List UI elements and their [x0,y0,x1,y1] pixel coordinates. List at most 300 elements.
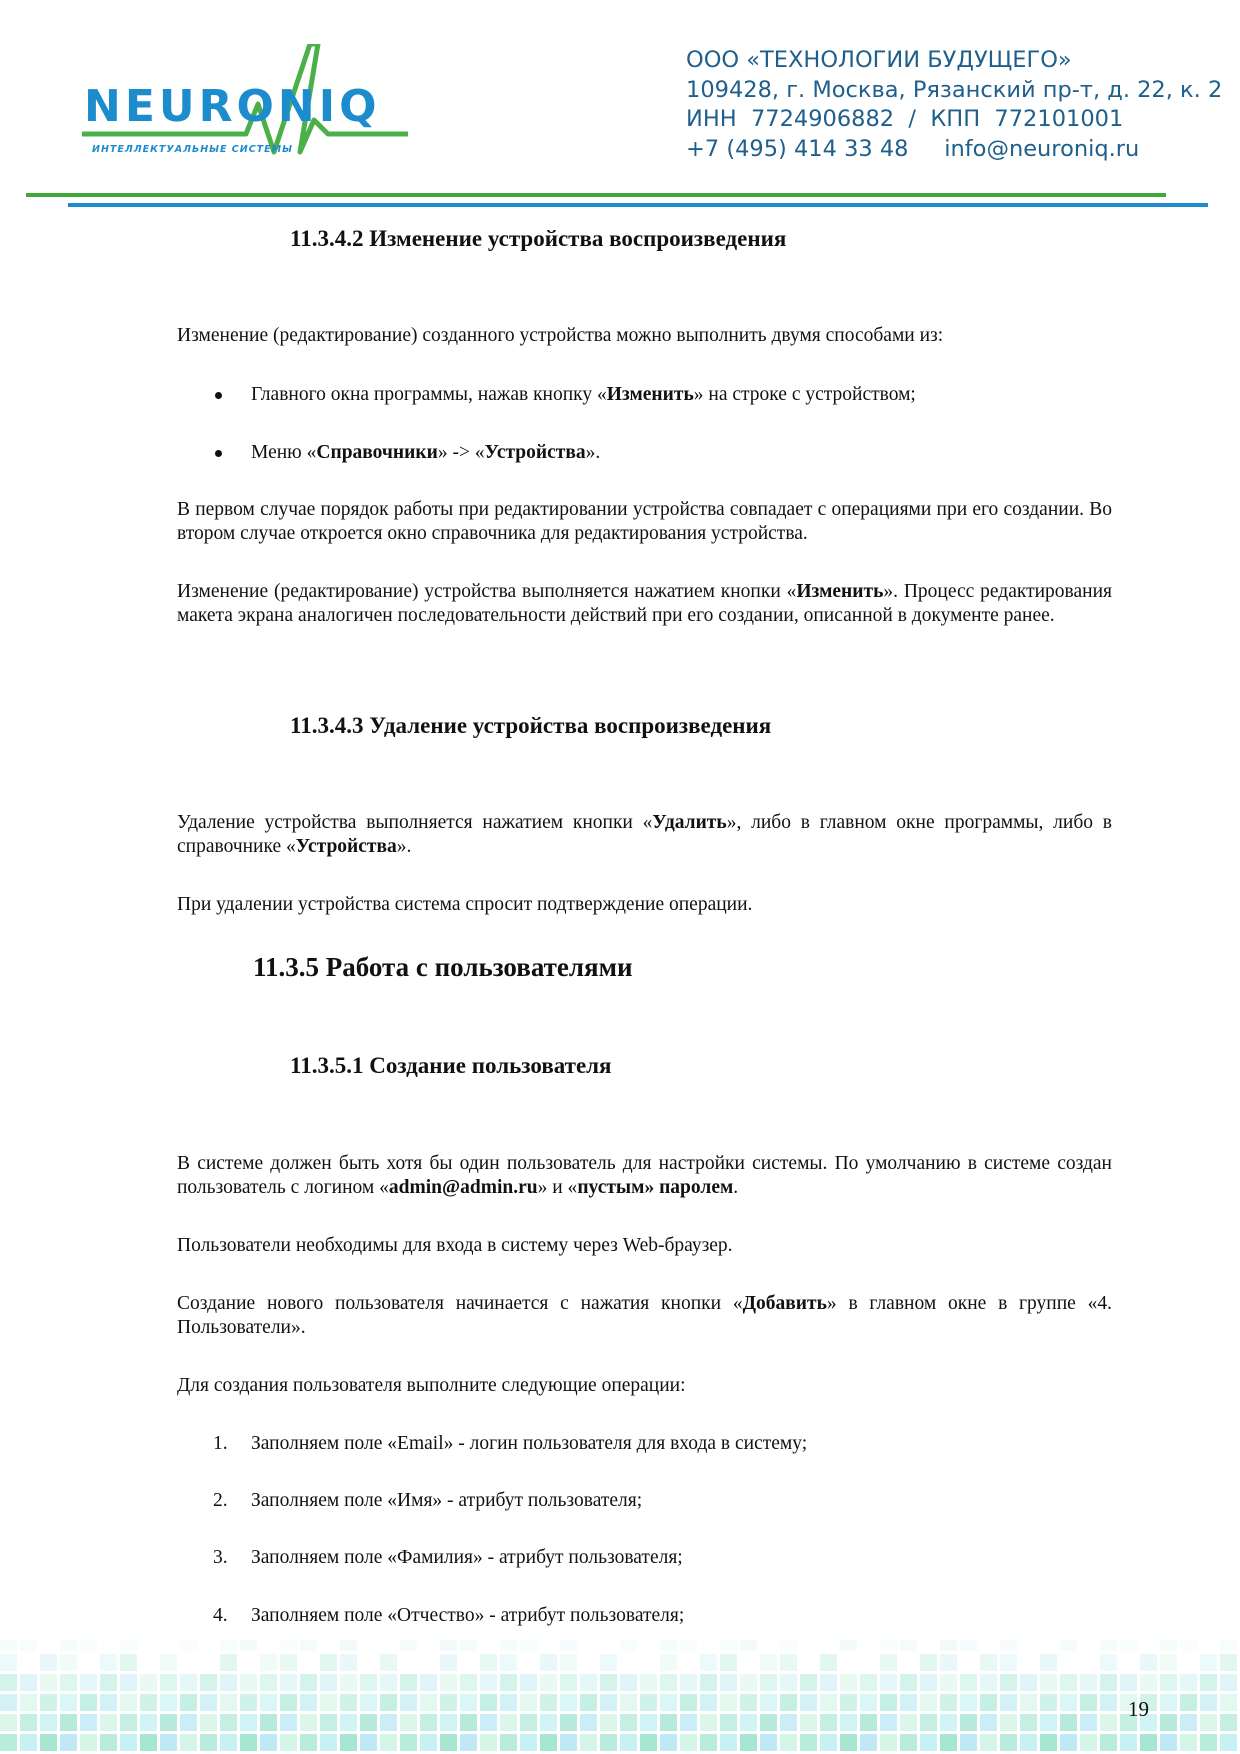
footer-pattern-tile [240,1640,257,1651]
heading-11-3-5: 11.3.5 Работа с пользователями [253,952,633,982]
company-logo [78,44,418,162]
footer-pattern-tile [1040,1734,1057,1751]
footer-pattern-tile [820,1734,837,1751]
footer-pattern-tile [1200,1734,1217,1751]
footer-pattern-tile [300,1714,317,1731]
footer-pattern-tile [1160,1714,1177,1731]
footer-pattern-tile [180,1694,197,1711]
footer-pattern-tile [900,1734,917,1751]
footer-pattern-tile [840,1694,857,1711]
footer-pattern-tile [940,1640,957,1651]
footer-pattern-tile [80,1734,97,1751]
footer-pattern-tile [780,1674,797,1691]
footer-pattern-tile [40,1734,57,1751]
footer-pattern-tile [200,1734,217,1751]
footer-pattern-tile [580,1694,597,1711]
footer-pattern-tile [960,1694,977,1711]
footer-pattern-tile [1040,1714,1057,1731]
footer-pattern-tile [260,1674,277,1691]
footer-pattern-tile [860,1734,877,1751]
footer-pattern-tile [660,1734,677,1751]
footer-pattern-tile [280,1734,297,1751]
footer-pattern-tile [100,1734,117,1751]
footer-pattern-tile [580,1674,597,1691]
footer-pattern-tile [400,1640,417,1651]
footer-pattern-tile [740,1674,757,1691]
footer-pattern-tile [1200,1674,1217,1691]
footer-pattern-tile [880,1640,897,1651]
footer-pattern-tile [880,1674,897,1691]
footer-pattern-tile [1180,1714,1197,1731]
footer-pattern-tile [800,1694,817,1711]
footer-pattern-tile [420,1694,437,1711]
footer-pattern-tile [440,1640,457,1651]
footer-pattern-tile [920,1734,937,1751]
footer-pattern-tile [680,1734,697,1751]
footer-pattern-tile [920,1694,937,1711]
footer-pattern-tile [460,1674,477,1691]
footer-pattern-tile [760,1674,777,1691]
footer-pattern-tile [640,1694,657,1711]
footer-pattern-tile [540,1714,557,1731]
footer-pattern-tile [900,1694,917,1711]
footer-pattern-tile [160,1654,177,1671]
footer-pattern-tile [820,1674,837,1691]
step-text: Заполняем поле «Фамилия» - атрибут пользователя; [251,1547,683,1568]
footer-pattern-tile [260,1654,277,1671]
footer-pattern-tile [400,1714,417,1731]
paragraph-create-user: Создание нового пользователя начинается с нажатия кнопки «Добавить» в главном окне в группе «4. Пользователи». [177,1293,1112,1338]
footer-pattern-tile [600,1654,617,1671]
footer-pattern-tile [940,1694,957,1711]
footer-pattern-tile [380,1654,397,1671]
footer-pattern-tile [780,1654,797,1671]
footer-pattern-tile [480,1654,497,1671]
footer-pattern-tile [220,1734,237,1751]
footer-pattern-tile [380,1674,397,1691]
footer-pattern-tile [1180,1694,1197,1711]
footer-pattern-tile [80,1714,97,1731]
footer-pattern-tile [460,1734,477,1751]
footer-pattern-tile [500,1714,517,1731]
footer-pattern-tile [980,1734,997,1751]
footer-pattern-tile [660,1674,677,1691]
paragraph-users-purpose: Пользователи необходимы для входа в систему через Web-браузер. [177,1235,733,1256]
footer-pattern-tile [40,1714,57,1731]
paragraph-steps-intro: Для создания пользователя выполните следующие операции: [177,1375,686,1396]
footer-pattern-tile [1000,1734,1017,1751]
footer-pattern-tile [1100,1694,1117,1711]
footer-pattern-tile [280,1654,297,1671]
footer-pattern-tile [500,1674,517,1691]
footer-pattern-tile [440,1674,457,1691]
logo-wordmark: NEURONIQ [84,81,381,132]
footer-pattern-tile [1120,1640,1137,1651]
footer-pattern-tile [180,1714,197,1731]
footer-pattern-tile [840,1714,857,1731]
footer-pattern-tile [340,1714,357,1731]
footer-pattern-tile [720,1654,737,1671]
footer-pattern-tile [60,1654,77,1671]
footer-pattern-tile [180,1640,197,1651]
footer-pattern-tile [420,1714,437,1731]
footer-pattern-tile [820,1694,837,1711]
footer-pattern-tile [140,1674,157,1691]
footer-pattern-tile [860,1694,877,1711]
footer-pattern-tile [720,1694,737,1711]
footer-pattern-tile [480,1694,497,1711]
footer-pattern-tile [980,1674,997,1691]
footer-pattern-tile [0,1714,17,1731]
heading-11-3-4-2: 11.3.4.2 Изменение устройства воспроизведения [290,226,787,251]
footer-pattern-tile [80,1674,97,1691]
footer-pattern-tile [660,1640,677,1651]
footer-pattern-tile [40,1694,57,1711]
footer-pattern-tile [340,1640,357,1651]
step-number: 3. [213,1547,228,1568]
footer-pattern-tile [840,1734,857,1751]
footer-pattern-tile [220,1694,237,1711]
footer-pattern-tile [680,1674,697,1691]
step-number: 2. [213,1490,228,1511]
footer-pattern-tile [960,1714,977,1731]
footer-pattern-tile [1140,1674,1157,1691]
footer-pattern-tile [1220,1654,1237,1671]
footer-pattern-tile [1080,1694,1097,1711]
footer-pattern-tile [980,1714,997,1731]
footer-pattern-tile [1140,1734,1157,1751]
footer-pattern-tile [1200,1654,1217,1671]
footer-pattern-tile [520,1640,537,1651]
step-number: 4. [213,1605,228,1626]
footer-pattern-tile [0,1694,17,1711]
footer-pattern-tile [1040,1654,1057,1671]
footer-pattern-tile [560,1734,577,1751]
footer-pattern-tile [1200,1714,1217,1731]
footer-pattern-tile [520,1694,537,1711]
page-number: 19 [1128,1697,1149,1721]
footer-pattern-tile [1020,1714,1037,1731]
footer-pattern-tile [320,1714,337,1731]
footer-pattern-tile [280,1640,297,1651]
footer-pattern-tile [760,1714,777,1731]
footer-pattern-tile [340,1734,357,1751]
footer-pattern-tile [280,1674,297,1691]
footer-pattern-tile [900,1640,917,1651]
footer-pattern-tile [400,1734,417,1751]
footer-pattern-tile [380,1694,397,1711]
footer-pattern-tile [300,1734,317,1751]
step-number: 1. [213,1433,228,1454]
paragraph-default-user: В системе должен быть хотя бы один пользователь для настройки системы. По умолчанию в системе создан пользователь с логином «admin@admin.ru» и «пустым» паролем. [177,1153,1112,1198]
footer-pattern-tile [200,1714,217,1731]
footer-pattern-tile [340,1654,357,1671]
footer-pattern-tile [540,1734,557,1751]
footer-pattern-tile [920,1714,937,1731]
footer-pattern-tile [460,1640,477,1651]
footer-pattern-tile [620,1674,637,1691]
footer-pattern-tile [60,1640,77,1651]
footer-pattern-tile [1060,1694,1077,1711]
footer-pattern-tile [160,1714,177,1731]
paragraph-edit-intro: Изменение (редактирование) созданного устройства можно выполнить двумя способами из: [177,325,944,346]
footer-pattern-tile [360,1694,377,1711]
footer-pattern-tile [900,1674,917,1691]
footer-pattern-tile [420,1734,437,1751]
footer-pattern-tile [240,1674,257,1691]
footer-pattern-tile [400,1694,417,1711]
footer-pattern-tile [1060,1674,1077,1691]
header-divider-blue [68,203,1208,207]
footer-pattern-tile [80,1640,97,1651]
footer-pattern-tile [1040,1674,1057,1691]
footer-pattern-tile [460,1694,477,1711]
footer-pattern-tile [740,1640,757,1651]
footer-pattern-tile [1100,1734,1117,1751]
heading-11-3-5-1: 11.3.5.1 Создание пользователя [290,1053,612,1078]
footer-pattern-tile [660,1654,677,1671]
footer-pattern-tile [680,1640,697,1651]
footer-pattern-tile [60,1674,77,1691]
footer-pattern-tile [500,1640,517,1651]
paragraph-delete-confirm: При удалении устройства система спросит подтверждение операции. [177,894,753,915]
footer-pattern-tile [120,1734,137,1751]
footer-pattern-tile [140,1734,157,1751]
bullet-icon [215,450,222,457]
footer-pattern-tile [1220,1714,1237,1731]
footer-pattern-tile [120,1674,137,1691]
paragraph-delete-action: Удаление устройства выполняется нажатием кнопки «Удалить», либо в главном окне программы, либо в справочнике «Устройства». [177,812,1113,857]
footer-pattern [0,1640,1240,1754]
footer-pattern-tile [1180,1640,1197,1651]
footer-pattern-tile [580,1734,597,1751]
footer-pattern-tile [300,1674,317,1691]
footer-pattern-tile [660,1694,677,1711]
footer-pattern-tile [820,1654,837,1671]
footer-pattern-tile [560,1674,577,1691]
footer-pattern-tile [20,1674,37,1691]
footer-pattern-tile [540,1674,557,1691]
footer-pattern-tile [1160,1694,1177,1711]
footer-pattern-tile [1200,1694,1217,1711]
footer-pattern-tile [1140,1654,1157,1671]
footer-pattern-tile [1100,1640,1117,1651]
footer-pattern-tile [1120,1734,1137,1751]
footer-pattern-tile [260,1694,277,1711]
footer-pattern-tile [160,1694,177,1711]
footer-pattern-tile [160,1674,177,1691]
footer-pattern-tile [740,1734,757,1751]
footer-pattern-tile [1160,1654,1177,1671]
footer-pattern-tile [560,1654,577,1671]
footer-pattern-tile [1160,1674,1177,1691]
footer-pattern-tile [1000,1694,1017,1711]
footer-pattern-tile [900,1714,917,1731]
footer-pattern-tile [400,1674,417,1691]
footer-pattern-tile [380,1734,397,1751]
footer-pattern-tile [100,1694,117,1711]
heading-11-3-4-3: 11.3.4.3 Удаление устройства воспроизведения [290,713,772,738]
footer-pattern-tile [460,1714,477,1731]
footer-pattern-tile [1080,1674,1097,1691]
footer-pattern-tile [280,1714,297,1731]
footer-pattern-tile [1040,1694,1057,1711]
footer-pattern-tile [240,1694,257,1711]
footer-pattern-tile [1000,1640,1017,1651]
footer-pattern-tile [580,1714,597,1731]
footer-pattern-tile [20,1734,37,1751]
footer-pattern-tile [300,1640,317,1651]
footer-pattern-tile [20,1714,37,1731]
footer-pattern-tile [960,1640,977,1651]
footer-pattern-tile [100,1674,117,1691]
footer-pattern-tile [1220,1694,1237,1711]
footer-pattern-tile [660,1714,677,1731]
footer-pattern-tile [180,1734,197,1751]
footer-pattern-tile [600,1714,617,1731]
footer-pattern-tile [1000,1674,1017,1691]
footer-pattern-tile [740,1714,757,1731]
footer-pattern-tile [340,1694,357,1711]
footer-pattern-tile [980,1654,997,1671]
footer-pattern-tile [880,1654,897,1671]
footer-pattern-tile [600,1674,617,1691]
footer-pattern-tile [640,1714,657,1731]
footer-pattern-tile [540,1694,557,1711]
footer-pattern-tile [80,1694,97,1711]
footer-pattern-tile [420,1674,437,1691]
footer-pattern-tile [700,1714,717,1731]
footer-pattern-tile [1220,1674,1237,1691]
footer-pattern-tile [1220,1734,1237,1751]
footer-pattern-tile [320,1694,337,1711]
footer-pattern-tile [920,1674,937,1691]
footer-pattern-tile [60,1734,77,1751]
footer-pattern-tile [320,1654,337,1671]
bullet-icon [215,392,222,399]
footer-pattern-tile [880,1714,897,1731]
footer-pattern-tile [960,1734,977,1751]
paragraph-edit-modes: В первом случае порядок работы при редактировании устройства совпадает с операциями при его создании. Во втором случае откроется окно справочника для редактирования устройства. [177,499,1112,544]
company-address: 109428, г. Москва, Рязанский пр-т, д. 22, к. 2 [686,76,1223,103]
footer-pattern-tile [20,1640,37,1651]
footer-pattern-tile [520,1714,537,1731]
footer-pattern-tile [680,1694,697,1711]
footer-pattern-tile [600,1734,617,1751]
step-text: Заполняем поле «Имя» - атрибут пользователя; [251,1490,643,1511]
footer-pattern-tile [280,1694,297,1711]
step-text: Заполняем поле «Email» - логин пользователя для входа в систему; [251,1433,808,1454]
footer-pattern-tile [780,1694,797,1711]
company-contacts: +7 (495) 414 33 48 info@neuroniq.ru [686,135,1140,162]
company-name: ООО «ТЕХНОЛОГИИ БУДУЩЕГО» [686,47,1072,73]
footer-pattern-tile [440,1694,457,1711]
footer-pattern-tile [720,1674,737,1691]
footer-pattern-tile [480,1714,497,1731]
footer-pattern-tile [760,1734,777,1751]
footer-pattern-tile [980,1694,997,1711]
footer-pattern-tile [440,1654,457,1671]
footer-pattern-tile [720,1714,737,1731]
footer-pattern-tile [100,1714,117,1731]
paragraph-edit-action: Изменение (редактирование) устройства выполняется нажатием кнопки «Изменить». Процесс редактирования макета экрана аналогичен последовательности действий при его создании, описанной в документе ранее. [177,581,1112,626]
footer-pattern-tile [240,1734,257,1751]
footer-pattern-tile [940,1654,957,1671]
footer-pattern-tile [700,1654,717,1671]
footer-pattern-tile [260,1734,277,1751]
footer-pattern-tile [1000,1654,1017,1671]
footer-pattern-tile [100,1654,117,1671]
footer-pattern-tile [60,1694,77,1711]
footer-pattern-tile [200,1674,217,1691]
footer-pattern-tile [180,1674,197,1691]
footer-pattern-tile [940,1734,957,1751]
step-text: Заполняем поле «Отчество» - атрибут пользователя; [251,1605,685,1626]
logo-tagline: ИНТЕЛЛЕКТУАЛЬНЫЕ СИСТЕМЫ [92,144,293,155]
footer-pattern-tile [240,1714,257,1731]
footer-pattern-tile [200,1694,217,1711]
footer-pattern-tile [780,1640,797,1651]
footer-pattern-tile [600,1694,617,1711]
footer-pattern-tile [800,1734,817,1751]
footer-pattern-tile [620,1734,637,1751]
footer-pattern-tile [1160,1640,1177,1651]
footer-pattern-tile [540,1654,557,1671]
footer-pattern-tile [620,1640,637,1651]
footer-pattern-tile [880,1694,897,1711]
footer-pattern-tile [820,1714,837,1731]
footer-pattern-tile [1180,1674,1197,1691]
footer-pattern-tile [920,1654,937,1671]
footer-pattern-tile [320,1674,337,1691]
footer-pattern-tile [480,1734,497,1751]
footer-pattern-tile [1020,1674,1037,1691]
footer-pattern-tile [300,1694,317,1711]
footer-pattern-tile [720,1640,737,1651]
footer-pattern-tile [840,1674,857,1691]
footer-pattern-tile [780,1734,797,1751]
footer-pattern-tile [120,1694,137,1711]
footer-pattern-tile [120,1640,137,1651]
footer-pattern-tile [40,1654,57,1671]
footer-pattern-tile [360,1714,377,1731]
footer-pattern-tile [340,1674,357,1691]
footer-pattern-tile [220,1654,237,1671]
footer-pattern-tile [380,1714,397,1731]
footer-pattern-tile [800,1674,817,1691]
footer-pattern-tile [120,1654,137,1671]
footer-pattern-tile [0,1640,17,1651]
footer-pattern-tile [960,1674,977,1691]
footer-pattern-tile [360,1674,377,1691]
footer-pattern-tile [560,1640,577,1651]
footer-pattern-tile [120,1714,137,1731]
footer-pattern-tile [860,1674,877,1691]
footer-pattern-tile [940,1674,957,1691]
footer-pattern-tile [1220,1640,1237,1651]
footer-pattern-tile [1100,1714,1117,1731]
footer-pattern-tile [520,1734,537,1751]
company-tax-ids: ИНН 7724906882 / КПП 772101001 [686,106,1124,132]
footer-pattern-tile [1160,1734,1177,1751]
footer-pattern-tile [20,1694,37,1711]
footer-pattern-tile [140,1714,157,1731]
footer-pattern-tile [620,1694,637,1711]
footer-pattern-tile [940,1714,957,1731]
footer-pattern-tile [500,1734,517,1751]
footer-pattern-tile [760,1654,777,1671]
footer-pattern-tile [800,1714,817,1731]
